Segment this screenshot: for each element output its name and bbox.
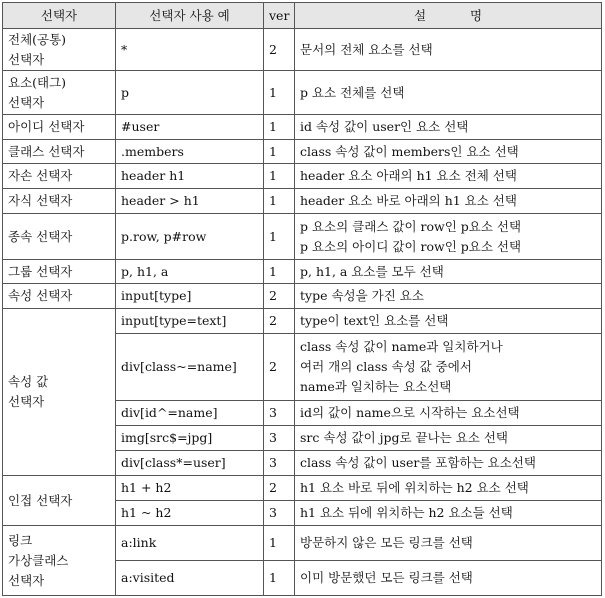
ver-cell: 3 bbox=[264, 451, 295, 476]
description-cell: id 속성 값이 user인 요소 선택 bbox=[295, 115, 602, 140]
ver-cell: 1 bbox=[264, 260, 295, 284]
example-cell: .members bbox=[116, 140, 264, 164]
ver-cell: 2 bbox=[264, 334, 295, 401]
selector-name-line: 요소(태그) bbox=[8, 74, 67, 90]
description-cell: 방문하지 않은 모든 링크를 선택 bbox=[295, 526, 602, 561]
description-line: p 요소의 클래스 값이 row인 p요소 선택 bbox=[300, 218, 522, 234]
description-cell: class 속성 값이 user를 포함하는 요소선택 bbox=[295, 451, 602, 476]
example-cell: * bbox=[116, 29, 264, 71]
ver-cell: 1 bbox=[264, 214, 295, 260]
example-cell: #user bbox=[116, 115, 264, 140]
table-row bbox=[3, 284, 602, 309]
selector-name-cell bbox=[3, 29, 116, 71]
selector-name-line: 선택자 bbox=[8, 94, 45, 110]
example-cell: p, h1, a bbox=[116, 260, 264, 284]
table-row bbox=[3, 189, 602, 214]
css-selector-table bbox=[2, 2, 602, 596]
description-cell: src 속성 값이 jpg로 끝나는 요소 선택 bbox=[295, 426, 602, 451]
description-line: name과 일치하는 요소선택 bbox=[300, 379, 452, 394]
ver-cell: 1 bbox=[264, 71, 295, 115]
selector-name-cell: 자손 선택자 bbox=[3, 164, 116, 189]
ver-cell: 2 bbox=[264, 309, 295, 334]
description-line: class 속성 값이 name과 일치하거나 bbox=[300, 339, 503, 354]
header-row bbox=[3, 3, 602, 29]
selector-name-cell bbox=[3, 526, 116, 596]
selector-name-line: 속성 값 bbox=[8, 374, 49, 389]
ver-cell: 2 bbox=[264, 284, 295, 309]
description-cell: class 속성 값이 members인 요소 선택 bbox=[295, 140, 602, 164]
table-row bbox=[3, 29, 602, 71]
description-cell: type이 text인 요소를 선택 bbox=[295, 309, 602, 334]
description-cell: type 속성을 가진 요소 bbox=[295, 284, 602, 309]
example-cell: h1 ~ h2 bbox=[116, 501, 264, 526]
selector-name-line: 선택자 bbox=[8, 572, 45, 588]
example-cell: h1 + h2 bbox=[116, 476, 264, 501]
selector-name-line: 링크 bbox=[8, 532, 33, 548]
selector-name-line: 가상클래스 bbox=[8, 552, 69, 568]
ver-cell: 1 bbox=[264, 189, 295, 214]
example-cell: input[type] bbox=[116, 284, 264, 309]
table-row bbox=[3, 214, 602, 260]
table-row bbox=[3, 476, 602, 501]
ver-cell: 1 bbox=[264, 164, 295, 189]
selector-name-cell: 속성 선택자 bbox=[3, 284, 116, 309]
selector-name-cell: 그룹 선택자 bbox=[3, 260, 116, 284]
header-ver: ver bbox=[264, 3, 295, 29]
selector-name-cell bbox=[3, 71, 116, 115]
description-cell: id의 값이 name으로 시작하는 요소선택 bbox=[295, 401, 602, 426]
selector-name-cell bbox=[3, 309, 116, 476]
example-cell: p.row, p#row bbox=[116, 214, 264, 260]
ver-cell: 1 bbox=[264, 140, 295, 164]
table-row bbox=[3, 309, 602, 334]
selector-name-cell: 자식 선택자 bbox=[3, 189, 116, 214]
ver-cell: 3 bbox=[264, 401, 295, 426]
description-line: 여러 개의 class 속성 값 중에서 bbox=[300, 359, 472, 374]
description-cell bbox=[295, 214, 602, 260]
ver-cell: 1 bbox=[264, 561, 295, 596]
example-cell: img[src$=jpg] bbox=[116, 426, 264, 451]
description-cell: h1 요소 바로 뒤에 위치하는 h2 요소 선택 bbox=[295, 476, 602, 501]
example-cell: a:visited bbox=[116, 561, 264, 596]
example-cell: header h1 bbox=[116, 164, 264, 189]
description-cell: p 요소 전체를 선택 bbox=[295, 71, 602, 115]
ver-cell: 1 bbox=[264, 115, 295, 140]
table-row bbox=[3, 115, 602, 140]
ver-cell: 1 bbox=[264, 526, 295, 561]
description-cell: header 요소 바로 아래의 h1 요소 선택 bbox=[295, 189, 602, 214]
header-selector: 선택자 bbox=[3, 3, 116, 29]
example-cell: div[class*=user] bbox=[116, 451, 264, 476]
selector-name-cell: 인접 선택자 bbox=[3, 476, 116, 526]
table-row bbox=[3, 526, 602, 561]
table-row bbox=[3, 260, 602, 284]
table-row bbox=[3, 164, 602, 189]
ver-cell: 2 bbox=[264, 476, 295, 501]
header-example: 선택자 사용 예 bbox=[116, 3, 264, 29]
selector-name-line: 선택자 bbox=[8, 51, 45, 67]
selector-name-line: 선택자 bbox=[8, 394, 45, 409]
description-cell: p, h1, a 요소를 모두 선택 bbox=[295, 260, 602, 284]
description-cell: 이미 방문했던 모든 링크를 선택 bbox=[295, 561, 602, 596]
example-cell: header > h1 bbox=[116, 189, 264, 214]
description-cell: header 요소 아래의 h1 요소 전체 선택 bbox=[295, 164, 602, 189]
description-cell: h1 요소 뒤에 위치하는 h2 요소들 선택 bbox=[295, 501, 602, 526]
header-description: 설 명 bbox=[295, 3, 602, 29]
description-cell bbox=[295, 334, 602, 401]
ver-cell: 3 bbox=[264, 501, 295, 526]
example-cell: a:link bbox=[116, 526, 264, 561]
description-line: p 요소의 아이디 값이 row인 p요소 선택 bbox=[300, 238, 522, 254]
ver-cell: 2 bbox=[264, 29, 295, 71]
example-cell: p bbox=[116, 71, 264, 115]
ver-cell: 3 bbox=[264, 426, 295, 451]
table-row bbox=[3, 140, 602, 164]
selector-name-cell: 클래스 선택자 bbox=[3, 140, 116, 164]
example-cell: div[class~=name] bbox=[116, 334, 264, 401]
description-cell: 문서의 전체 요소를 선택 bbox=[295, 29, 602, 71]
table-row bbox=[3, 71, 602, 115]
example-cell: div[id^=name] bbox=[116, 401, 264, 426]
example-cell: input[type=text] bbox=[116, 309, 264, 334]
selector-name-cell: 아이디 선택자 bbox=[3, 115, 116, 140]
selector-name-cell: 종속 선택자 bbox=[3, 214, 116, 260]
selector-name-line: 전체(공통) bbox=[8, 31, 67, 47]
